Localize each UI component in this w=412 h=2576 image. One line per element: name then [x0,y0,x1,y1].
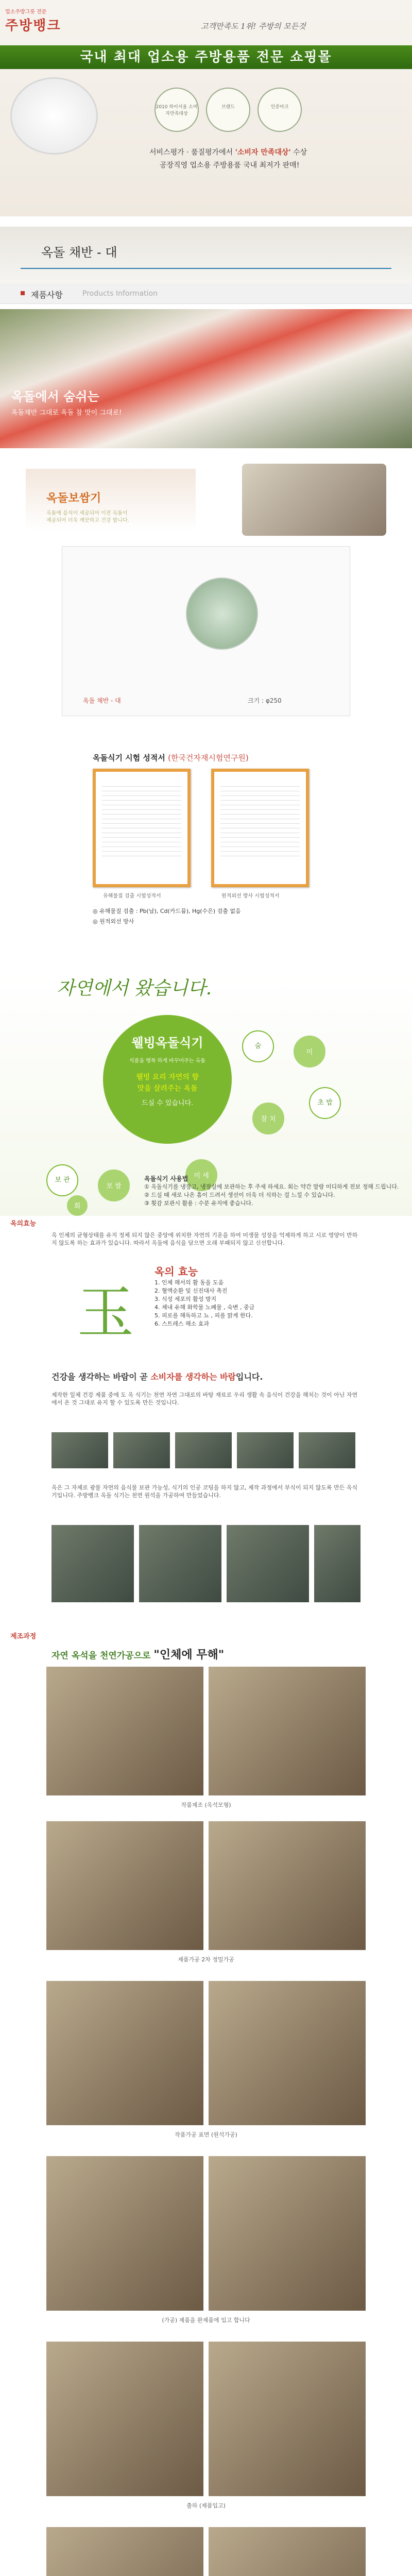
hero-plate-image [10,77,98,155]
effects-item: 1. 인체 해서의 활 동을 도움 [154,1279,224,1286]
wellbeing-sub: 식품을 행복 하게 바꾸어주는 옥돌 [129,1058,205,1064]
test-bullet-2: ◎ 원적외선 방사 [93,918,134,925]
usage-line: ③ 횟감 보관시 활용 : 수분 유지에 좋습니다. [144,1200,253,1207]
brand-badge-text: 브랜드 [221,105,235,110]
desc-highlight: 최저가 판매! [259,161,300,170]
tagline: 고객만족도 1위! 주방의 모든것 [201,22,306,31]
mfg-photo [209,1981,366,2125]
green-wellbeing-section [0,974,412,1216]
stone-wrap-block [0,464,412,536]
mfg-title [52,1646,224,1662]
stone-photo [175,1432,232,1468]
logo-small-text: 업소주방그릇 전문 [5,9,47,15]
cert-badge [258,88,302,132]
test-heading-sub: (한국건자재시험연구원) [168,753,249,762]
stone-photo [52,1525,134,1602]
mfg-title-pre: 자연 옥석을 천연가공으로 [52,1651,154,1661]
mfg-photo-row [46,2342,366,2496]
nature-script: 자연에서 왔습니다. [57,978,212,999]
small-circle: 참 치 [252,1103,284,1134]
stone-photo [314,1525,360,1602]
stone-wrap-title: 옥돌보쌈기 [46,492,101,505]
mfg-caption: 작품제조 (옥석모형) [181,1802,231,1808]
cert-badge-text: 인증마크 [270,105,289,110]
mfg-photo-row [46,2527,366,2576]
mfg-photo-row [46,2156,366,2311]
site-header [0,0,412,216]
product-plate-section [0,546,412,721]
test-heading-main: 옥돌식기 시험 성적서 [93,753,165,762]
stone-wrap-sub [46,510,129,524]
desc-highlight: '소비자 만족대상' [235,148,291,157]
stone-photo [237,1432,294,1468]
certificate-doc-1 [93,769,191,887]
usage-title: 옥돌식기 사용법 [144,1175,188,1182]
info-label: 제품사항 [31,290,63,300]
desc-pre: 공장직영 업소용 주방용품 국내 [160,161,260,170]
stone-photo [139,1525,221,1602]
mfg-photo [209,1667,366,1795]
doc2-caption: 원적외선 방사 시험성적서 [221,893,280,899]
wellbeing-title: 웰빙옥돌식기 [131,1036,203,1050]
effects-headline [52,1370,263,1382]
mfg-photo-row [46,1981,366,2125]
effects-list-title: 옥의 효능 [154,1265,198,1278]
product-title-bar [0,227,412,283]
usage-line: ② 드실 때 새로 나온 흠이 드려서 생선이 더욱 더 식하는 걸 느낄 수 있습니다. [144,1192,335,1198]
small-circle: 미 [294,1036,325,1067]
product-frame [62,546,350,716]
usage-line: ① 옥돌식기를 냉장고, 냉장실에 보관하는 후 주세 하세요. 회는 약간 말랑 미디하게 전보 정해 드립니다. [144,1183,399,1190]
stone-wrap-text-box [26,469,196,531]
award-badge [154,88,199,132]
small-circle: 숨 [242,1030,274,1062]
hero-caption: 옥돌에서 숨쉬는 [11,389,99,404]
doc-lines [220,782,300,859]
info-label-en: Products Information [82,290,158,298]
wellbeing-red-1: 웰빙 요리 자연의 향 [136,1073,199,1081]
product-size: 크기 : φ250 [248,697,282,704]
mfg-photo [209,1821,366,1950]
test-results-section [0,752,412,948]
mfg-photo [46,1821,203,1950]
effects-header: 옥의효능 [10,1220,37,1228]
main-banner: 국내 최대 업소용 주방용품 전문 쇼핑몰 [0,45,412,69]
stone-plate-image [186,578,258,650]
effects-item: 5. 피로를 해독하고 뇨 , 피를 맑게 한다. [154,1312,253,1319]
small-circle: 보 쌈 [98,1170,130,1201]
manufacturing-section [0,1631,412,2576]
effects-list [154,1267,254,1328]
title-divider [21,268,391,269]
doc-lines [102,782,181,859]
effects-item: 4. 체내 유해 화학물 노폐물 , 숙변 , 중금 [154,1304,255,1311]
brand-badge [206,88,250,132]
desc-post: 수상 [290,148,307,157]
effects-para-2: 제작한 일체 건강 제품 중에 도 옥 식기는 천연 자연 그대로의 바탕 재료로 우리 생활 속 음식이 건강을 해치는 것이 아닌 자연에서 온 것 그대로 유지 할 수 있도록 만든 것입니다. [52,1392,358,1406]
mfg-photo [46,1981,203,2125]
award-badge-text: 2010 하이서울 소비자만족대상 [156,105,198,116]
test-heading [93,752,249,763]
wellbeing-circle [103,1015,232,1144]
stone-wrap-sub-2: 제공되어 더욱 깨끗하고 건강 합니다. [46,518,129,523]
desc-pre: 서비스평가 · 품질평가에서 [149,148,235,157]
mfg-photo-row [46,1821,366,1950]
stone-photo [227,1525,309,1602]
mfg-title-quote: "인체에 무해" [153,1649,225,1662]
mfg-photo-row [46,1667,366,1795]
mfg-photo [46,2156,203,2311]
stone-photo [113,1432,170,1468]
stone-wrap-image [242,464,386,536]
square-bullet-icon [21,291,25,295]
header-desc-2 [160,160,299,170]
info-bar [0,283,412,304]
small-circle: 보 관 [46,1164,78,1196]
product-label: 옥돌 채반 - 대 [83,697,121,704]
effects-para-1: 옥 인체의 균형상태를 유지 정체 되지 않은 중앙에 위치한 자연의 기운을 하여 미생물 성장을 억제하게 하고 시로 영양이 반하지 않도록 하는 효과가 있습니다. 따라서 옥돌에 음식을 담으면 오래 부패되지 않고 신선합니다. [52,1232,358,1246]
usage-block [144,1175,399,1208]
mfg-photo [209,2342,366,2496]
jade-effects-section [0,1216,412,1623]
small-circle: 초 밥 [309,1087,341,1119]
effects-para-3: 옥은 그 자체로 광물 자연의 음식물 보관 가능성, 식기의 인공 코팅을 하지 않고, 제작 과정에서 부식이 되지 않도록 만든 옥식기입니다. 주방뱅크 옥돌 식기는 천연 원석을 가공하여 만들었습니다. [52,1484,358,1499]
stone-photo [299,1432,355,1468]
certificate-doc-2 [211,769,309,887]
logo[interactable] [5,7,93,38]
effects-item: 6. 스트레스 해소 효과 [154,1320,209,1327]
mfg-caption: 제품가공 2차 정밀가공 [178,1956,234,1963]
doc1-caption: 유해물질 검출 시험성적서 [103,893,161,899]
mfg-photo [46,2527,203,2576]
small-circle: 미 세 [185,1159,217,1191]
test-bullet-1: ◎ 유해물질 검출 : Pb(납), Cd(카드뮴), Hg(수은) 검출 없음 [93,908,241,914]
mfg-photo [209,2527,366,2576]
mfg-photo [46,1667,203,1795]
small-circle: 회 [67,1195,88,1216]
headline-pre: 건강을 생각하는 바람이 곧 [52,1372,151,1382]
stone-photo [52,1432,108,1468]
mfg-caption: 출하 (제품입고) [186,2502,226,2509]
effects-item: 3. 식성 세포의 활성 방지 [154,1296,217,1302]
product-title: 옥돌 채반 - 대 [41,245,117,260]
header-desc-1 [149,147,307,157]
wellbeing-red-2: 맛을 살려주는 옥돌 [137,1084,198,1093]
mfg-caption: 작품가공 표면 (원석가공) [175,2131,237,2138]
jade-character: 玉 [77,1280,134,1346]
stone-wrap-sub-1: 옥돌에 음식이 세공되어 이전 옥돌이 [46,511,128,516]
mfg-header: 제조과정 [10,1633,37,1640]
mfg-photo [209,2156,366,2311]
mfg-caption: (가공) 제품을 완제품에 입고 합니다 [162,2317,250,2324]
mfg-photo [46,2342,203,2496]
wellbeing-foot: 드실 수 있습니다. [141,1099,194,1107]
logo-text: 주방뱅크 [5,18,61,33]
headline-highlight: 소비자를 생각하는 바람 [150,1372,236,1382]
hero-sashimi-image [0,309,412,448]
headline-post: 입니다. [236,1372,263,1382]
effects-item: 2. 혈액순환 및 신진대사 촉진 [154,1287,228,1294]
hero-caption-sub: 옥돌채반 그대로 옥돌 참 맛이 그대로! [11,409,122,417]
